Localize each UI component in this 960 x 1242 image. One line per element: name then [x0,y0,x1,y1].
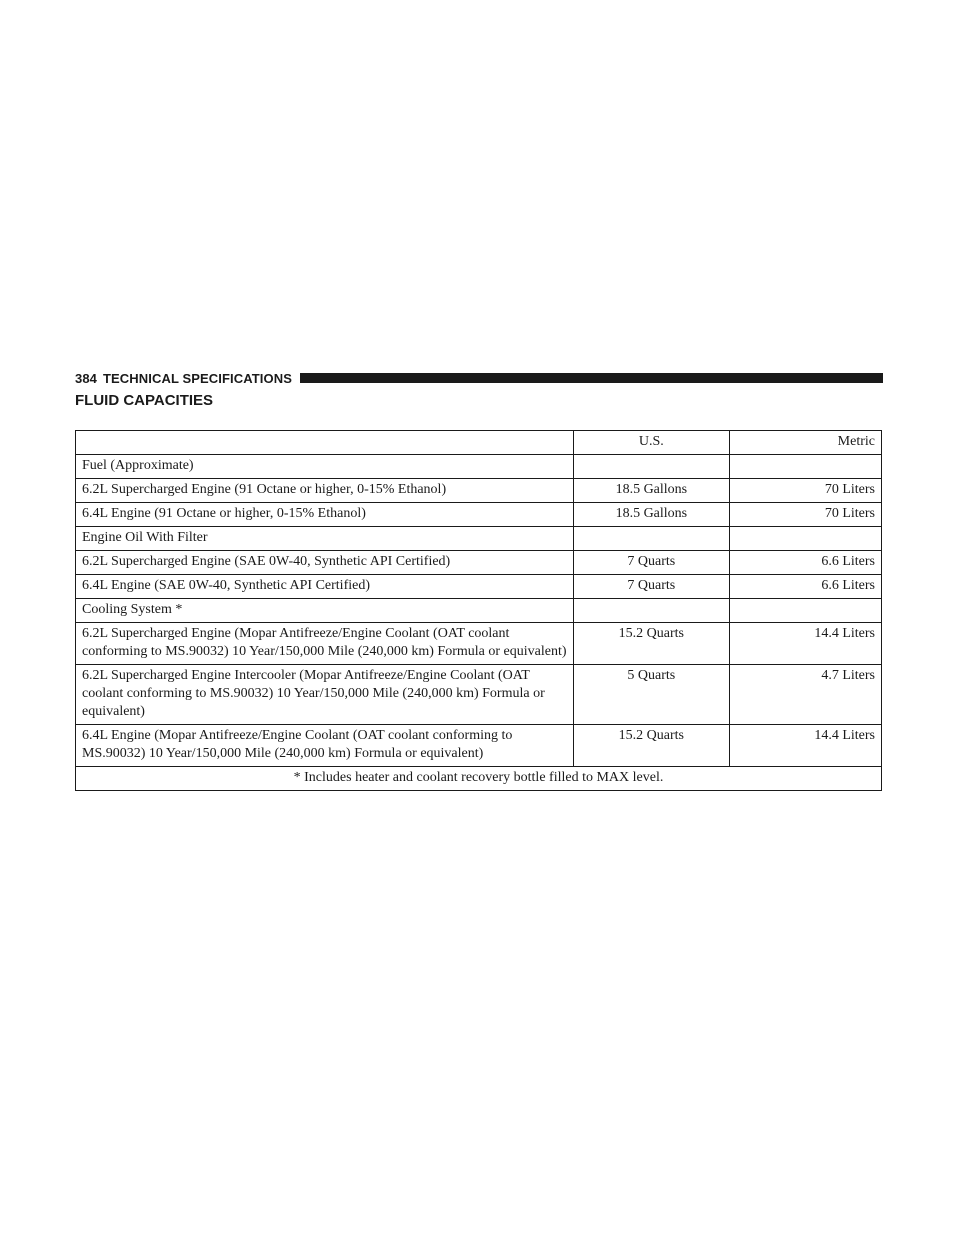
metric-value: 6.6 Liters [729,551,881,575]
metric-value: 14.4 Liters [729,623,881,665]
fluid-capacities-table [75,430,882,791]
us-value: 15.2 Quarts [573,623,729,665]
header-rule [300,373,883,383]
page-number: 384 [75,370,97,386]
metric-value: 4.7 Liters [729,665,881,725]
category-label: Engine Oil With Filter [76,527,574,551]
item-label: 6.4L Engine (91 Octane or higher, 0-15% Ethanol) [76,503,574,527]
page-header [75,368,883,388]
empty-cell [729,455,881,479]
table-row [76,665,882,725]
section-title: FLUID CAPACITIES [75,392,214,409]
empty-cell [729,599,881,623]
table-header-row [76,431,882,455]
us-value: 18.5 Gallons [573,479,729,503]
empty-cell [573,599,729,623]
us-value: 18.5 Gallons [573,503,729,527]
table-row [76,623,882,665]
empty-cell [729,527,881,551]
item-label: 6.2L Supercharged Engine (Mopar Antifreeze/Engine Coolant (OAT coolant conforming to MS.90032) 10 Year/150,000 Mile (240,000 km) Formula or equivalent) [76,623,574,665]
item-label: 6.4L Engine (SAE 0W-40, Synthetic API Certified) [76,575,574,599]
table-row [76,479,882,503]
item-label: 6.4L Engine (Mopar Antifreeze/Engine Coolant (OAT coolant conforming to MS.90032) 10 Year/150,000 Mile (240,000 km) Formula or equivalent) [76,725,574,767]
column-header-metric: Metric [729,431,881,455]
metric-value: 70 Liters [729,503,881,527]
category-row-fuel [76,455,882,479]
metric-value: 14.4 Liters [729,725,881,767]
section-name: TECHNICAL SPECIFICATIONS [103,370,292,386]
column-header-us: U.S. [573,431,729,455]
us-value: 5 Quarts [573,665,729,725]
item-label: 6.2L Supercharged Engine Intercooler (Mopar Antifreeze/Engine Coolant (OAT coolant conforming to MS.90032) 10 Year/150,000 Mile (240,000 km) Formula or equivalent) [76,665,574,725]
table-row [76,503,882,527]
us-value: 15.2 Quarts [573,725,729,767]
metric-value: 6.6 Liters [729,575,881,599]
item-label: 6.2L Supercharged Engine (91 Octane or higher, 0-15% Ethanol) [76,479,574,503]
empty-cell [573,455,729,479]
us-value: 7 Quarts [573,575,729,599]
category-label: Fuel (Approximate) [76,455,574,479]
footnote-row [76,767,882,791]
item-label: 6.2L Supercharged Engine (SAE 0W-40, Synthetic API Certified) [76,551,574,575]
table-row [76,725,882,767]
column-header-description [76,431,574,455]
us-value: 7 Quarts [573,551,729,575]
category-label: Cooling System * [76,599,574,623]
metric-value: 70 Liters [729,479,881,503]
category-row-cooling-system [76,599,882,623]
table-row [76,551,882,575]
table-footnote: * Includes heater and coolant recovery bottle filled to MAX level. [76,767,882,791]
table-row [76,575,882,599]
empty-cell [573,527,729,551]
category-row-engine-oil [76,527,882,551]
